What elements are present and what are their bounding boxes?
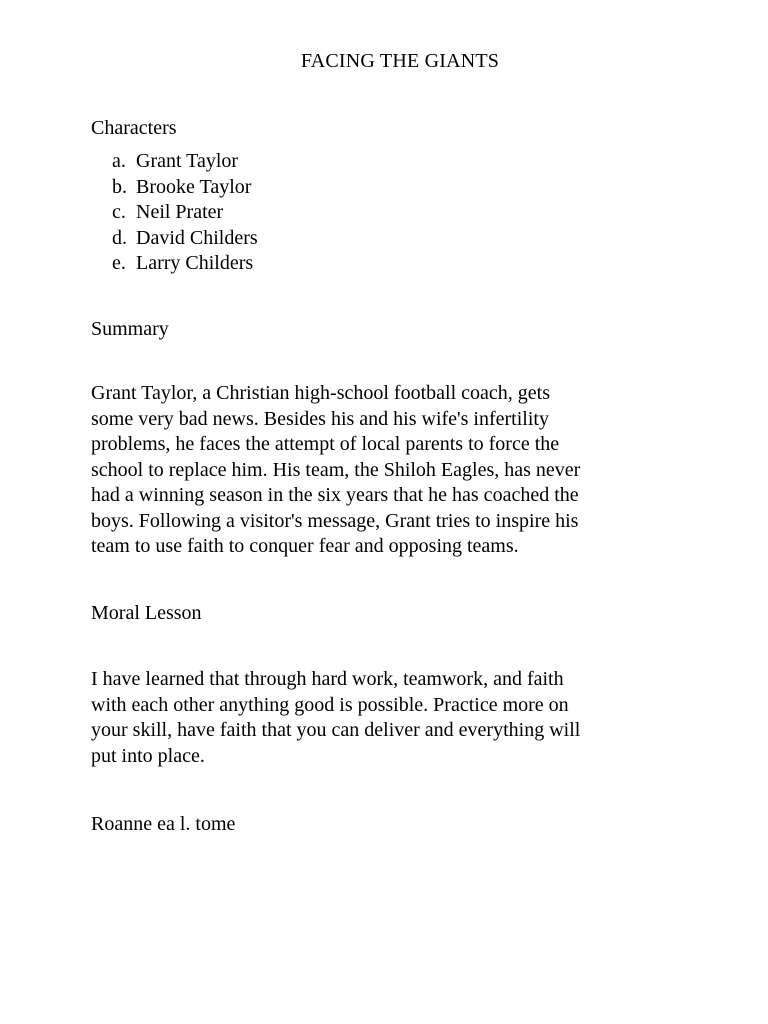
list-marker: a. (112, 150, 126, 172)
list-marker: e. (112, 252, 126, 274)
list-item (112, 251, 258, 277)
character-name: Larry Childers (136, 252, 254, 274)
list-item (112, 226, 258, 252)
list-marker: b. (112, 175, 127, 198)
author-signature: Roanne ea l. tome (91, 813, 236, 835)
moral-lesson-paragraph (91, 667, 731, 769)
list-item (112, 200, 258, 226)
list-item (112, 149, 258, 175)
summary-line: Grant Taylor, a Christian high-school football coach, gets (91, 382, 550, 404)
character-name: David Childers (136, 226, 258, 249)
characters-heading: Characters (91, 117, 177, 139)
summary-line: school to replace him. His team, the Shiloh Eagles, has never (91, 458, 581, 481)
moral-line: I have learned that through hard work, teamwork, and faith (91, 668, 564, 690)
moral-line: put into place. (91, 744, 205, 767)
summary-line: had a winning season in the six years that he has coached the (91, 484, 579, 506)
summary-line: boys. Following a visitor's message, Grant tries to inspire his (91, 509, 579, 532)
character-name: Brooke Taylor (136, 175, 252, 198)
summary-line: problems, he faces the attempt of local parents to force the (91, 433, 560, 455)
list-marker: c. (112, 201, 126, 223)
summary-line: team to use faith to conquer fear and opposing teams. (91, 535, 519, 557)
summary-heading: Summary (91, 318, 169, 340)
summary-line: some very bad news. Besides his and his wife's infertility (91, 407, 549, 430)
moral-lesson-heading: Moral Lesson (91, 602, 202, 624)
characters-list (112, 149, 258, 277)
moral-line: with each other anything good is possible. Practice more on (91, 693, 569, 716)
list-item (112, 175, 258, 201)
summary-paragraph (91, 381, 731, 560)
character-name: Grant Taylor (136, 150, 239, 172)
character-name: Neil Prater (136, 201, 224, 223)
moral-line: your skill, have faith that you can deliver and everything will (91, 719, 581, 741)
document-title: FACING THE GIANTS (300, 50, 500, 72)
list-marker: d. (112, 226, 127, 249)
